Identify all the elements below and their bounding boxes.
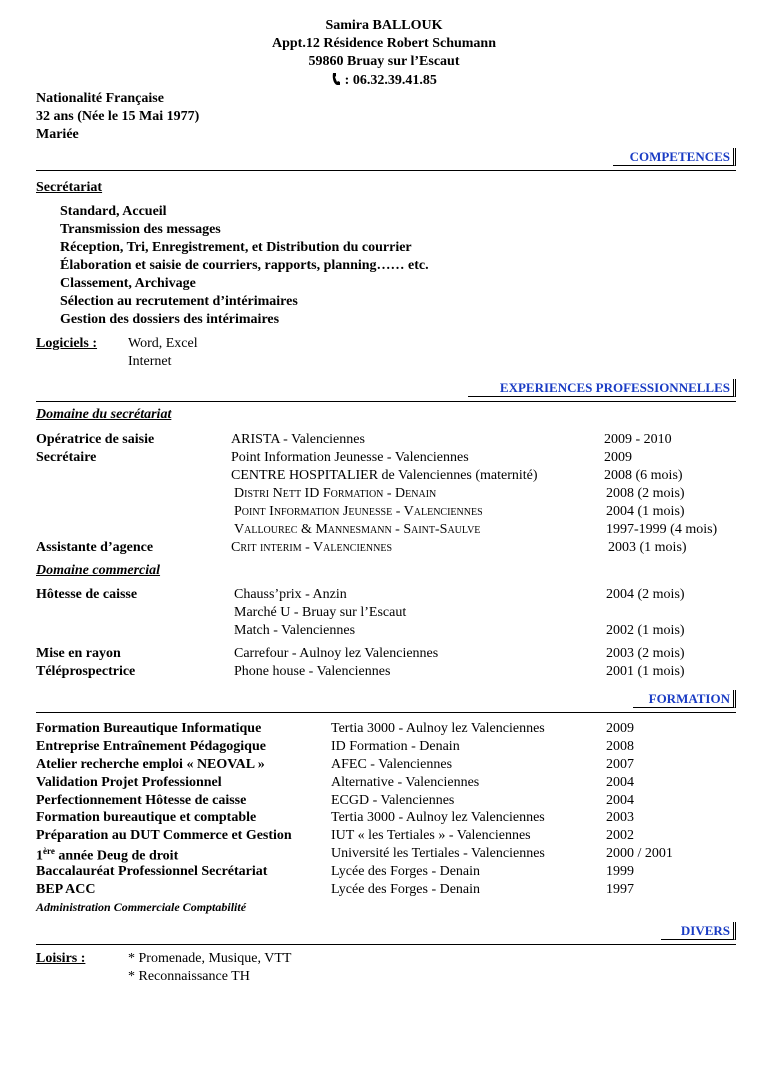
exp-place: ARISTA - Valenciennes [231,432,365,447]
formation-date: 2003 [606,810,634,825]
formation-place: Tertia 3000 - Aulnoy lez Valenciennes [331,721,545,736]
formation-date: 1997 [606,882,634,897]
formation-place: IUT « les Tertiales » - Valenciennes [331,828,531,843]
exp-date: 2001 (1 mois) [606,664,685,679]
marital-status: Mariée [36,127,79,142]
formation-place: ID Formation - Denain [331,739,460,754]
loisirs-label: Loisirs : [36,951,86,966]
skill-item: Élaboration et saisie de courriers, rapports, planning…… etc. [60,258,429,273]
candidate-name: Samira BALLOUK [325,18,443,33]
formation-date: 1999 [606,864,634,879]
exp-date: 2002 (1 mois) [606,623,685,638]
formation-name: Baccalauréat Professionnel Secrétariat [36,864,268,879]
exp-place: Chauss’prix - Anzin [234,587,347,602]
skill-item: Transmission des messages [60,222,221,237]
skill-item: Standard, Accueil [60,204,167,219]
divider [36,401,736,402]
age: 32 ans (Née le 15 Mai 1977) [36,109,200,124]
bep-detail: Administration Commerciale Comptabilité [36,900,247,914]
formation-name: Atelier recherche emploi « NEOVAL » [36,757,265,772]
divider [36,944,736,945]
exp-date: 2009 [604,450,632,465]
formation-name: Entreprise Entraînement Pédagogique [36,739,266,754]
exp-place: Phone house - Valenciennes [234,664,391,679]
formation-name: Perfectionnement Hôtesse de caisse [36,793,247,808]
formation-place: AFEC - Valenciennes [331,757,453,772]
formation-place: Université les Tertiales - Valenciennes [331,846,545,861]
formation-date: 2002 [606,828,634,843]
formation-name-text: année Deug de droit [58,848,179,864]
skill-item: Réception, Tri, Enregistrement, et Distribution du courrier [60,240,412,255]
formation-name: Préparation au DUT Commerce et Gestion [36,828,292,843]
exp-date: 2004 (2 mois) [606,587,685,602]
exp-role: Téléprospectrice [36,664,136,679]
exp-role: Assistante d’agence [36,540,154,555]
domain-secretariat: Domaine du secrétariat [36,407,172,422]
formation-name: Formation Bureautique Informatique [36,721,262,736]
exp-place: Point Information Jeunesse - Valenciennes [231,450,469,465]
address-line-2: 59860 Bruay sur l’Escaut [308,54,460,69]
phone-line [0,72,768,89]
formation-date: 2000 / 2001 [606,846,673,861]
secretariat-label: Secrétariat [36,180,103,195]
formation-date: 2004 [606,793,634,808]
phone-icon [331,72,341,86]
phone-number: : 06.32.39.41.85 [344,73,437,88]
formation-place: Alternative - Valenciennes [331,775,480,790]
exp-place: Vallourec & Mannesmann - Saint-Saulve [234,522,481,537]
formation-title: FORMATION [648,691,730,706]
skill-item: Classement, Archivage [60,276,196,291]
exp-date: 1997-1999 (4 mois) [606,522,718,537]
exp-place: Carrefour - Aulnoy lez Valenciennes [234,646,439,661]
exp-date: 2008 (2 mois) [606,486,685,501]
formation-date: 2008 [606,739,634,754]
formation-place: Tertia 3000 - Aulnoy lez Valenciennes [331,810,545,825]
competences-title: COMPETENCES [629,149,730,164]
formation-name: Validation Projet Professionnel [36,775,222,790]
formation-date: 2007 [606,757,634,772]
formation-name [36,846,178,865]
exp-place: Marché U - Bruay sur l’Escaut [234,605,407,620]
software-item: Internet [128,354,172,369]
formation-name: Formation bureautique et comptable [36,810,257,825]
divider [36,170,736,171]
formation-ordinal-suffix: ère [43,846,55,856]
formation-ordinal: 1 [36,848,43,864]
exp-role: Mise en rayon [36,646,121,661]
exp-date: 2003 (1 mois) [608,540,687,555]
formation-place: ECGD - Valenciennes [331,793,455,808]
exp-place: Distri Nett ID Formation - Denain [234,486,437,501]
nationality: Nationalité Française [36,91,164,106]
address-line-1: Appt.12 Résidence Robert Schumann [271,36,496,51]
hobby-item: * Reconnaissance TH [128,969,250,984]
formation-place: Lycée des Forges - Denain [331,864,481,879]
formation-date: 2009 [606,721,634,736]
exp-role: Secrétaire [36,450,97,465]
experiences-title: EXPERIENCES PROFESSIONNELLES [499,380,730,395]
divers-title: DIVERS [680,923,730,938]
domain-commercial: Domaine commercial [36,563,161,578]
exp-place: Crit interim - Valenciennes [231,540,393,555]
exp-place: Match - Valenciennes [234,623,356,638]
formation-place: Lycée des Forges - Denain [331,882,481,897]
skill-item: Gestion des dossiers des intérimaires [60,312,280,327]
exp-date: 2004 (1 mois) [606,504,685,519]
divider [36,712,736,713]
formation-name: BEP ACC [36,882,96,897]
exp-role: Opératrice de saisie [36,432,155,447]
formation-date: 2004 [606,775,634,790]
exp-date: 2009 - 2010 [604,432,672,447]
skill-item: Sélection au recrutement d’intérimaires [60,294,298,309]
logiciels-label: Logiciels : [36,336,98,351]
exp-date: 2003 (2 mois) [606,646,685,661]
exp-role: Hôtesse de caisse [36,587,138,602]
exp-place: CENTRE HOSPITALIER de Valenciennes (maternité) [231,468,538,483]
exp-date: 2008 (6 mois) [604,468,683,483]
exp-place: Point Information Jeunesse - Valenciennes [234,504,483,519]
software-item: Word, Excel [128,336,198,351]
hobby-item: * Promenade, Musique, VTT [128,951,292,966]
